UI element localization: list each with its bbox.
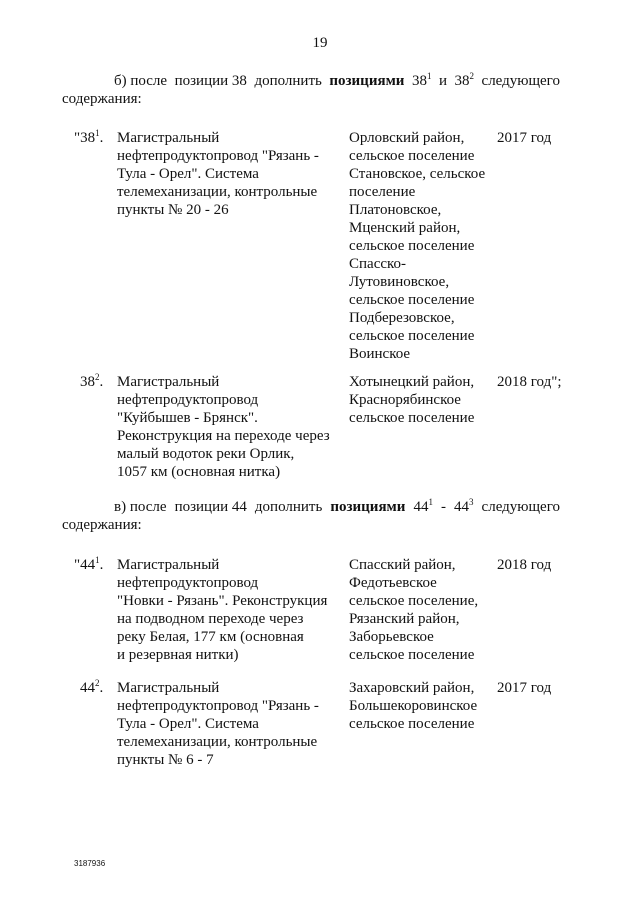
entry-location: Спасский район, Федотьевское сельское поселение, Рязанский район, Заборьевское сельское поселение [349,557,479,663]
entry-superscript: 1 [95,128,100,138]
para-v-word: дополнить [254,499,323,515]
para-b-positions [455,72,475,90]
para-v-word: - [440,499,446,515]
para-v-line2: содержания: [62,517,142,533]
entry-description: Магистральный нефтепродуктопровод "Рязань - Тула - Орел". Система телемеханизации, контрольные пункты № 20 - 26 [117,130,319,218]
entry-superscript: 1 [95,555,100,565]
entry-year: 2018 год"; [497,374,562,390]
para-b-word: следующего [481,73,560,89]
para-v-word: следующего [481,499,560,515]
entry-number: "$38^1$. [74,128,104,146]
position-superscript: 1 [426,71,432,81]
entry-number: $38^2$. [80,372,104,390]
position-superscript: 2 [469,71,475,81]
para-b-positions [412,72,432,90]
para-b-word: и [438,73,447,89]
entry-description: Магистральный нефтепродуктопровод "Новки - Рязань". Реконструкция на подводном переходе через реку Белая, 177 км (основная и резервная нитки) [117,557,328,663]
entry-description: Магистральный нефтепродуктопровод "Куйбышев - Брянск". Реконструкция на переходе через малый водоток реки Орлик, 1057 км (основная нитка) [117,374,330,480]
document-code: 3187936 [74,859,106,868]
position-number: 38 [411,73,427,89]
para-v-positions [413,498,433,516]
para-b-word: позиции 38 [174,73,247,89]
entry-location: Захаровский район, Большекоровинское сельское поселение [349,680,478,732]
entry-location: Хотынецкий район, Краснорябинское сельское поселение [349,374,475,426]
para-v-word: в) после [114,499,167,515]
para-v-word: позициями [330,499,406,515]
entry-superscript: 2 [95,372,100,382]
para-v-word: позиции 44 [174,499,247,515]
position-number: 44 [454,499,470,515]
para-b-word: дополнить [254,73,322,89]
entry-description: Магистральный нефтепродуктопровод "Рязань - Тула - Орел". Система телемеханизации, контрольные пункты № 6 - 7 [117,680,319,768]
para-b-word: б) после [114,73,168,89]
position-superscript: 3 [469,497,474,507]
position-superscript: 1 [428,497,433,507]
para-b-line2: содержания: [62,91,142,107]
position-number: 38 [454,73,470,89]
position-number: 44 [413,499,429,515]
entry-year: 2018 год [497,557,552,573]
amendment-paragraph-v [62,498,560,534]
entry-number: "$44^1$. [74,555,104,573]
entry-number: $44^2$. [80,678,104,696]
para-v-positions [454,498,474,516]
page-number: 19 [312,35,328,51]
entry-superscript: 2 [95,678,100,688]
entry-year: 2017 год [497,130,552,146]
entry-year: 2017 год [497,680,552,696]
para-b-word: позициями [329,73,405,89]
amendment-paragraph-b [62,72,560,108]
entry-location: Орловский район, сельское поселение Становское, сельское поселение Платоновское, Мценский район, сельское поселение Спасско- Лутовиновское, сельское поселение Подберезовское, сельское поселение Воинское [349,130,486,362]
